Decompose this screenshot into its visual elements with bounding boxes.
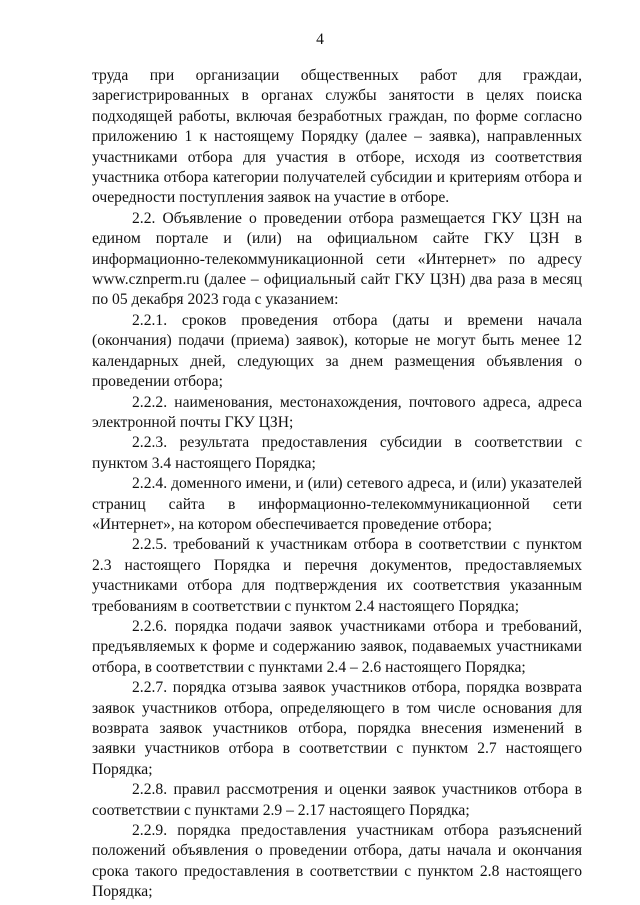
paragraph: 2.2. Объявление о проведении отбора размещается ГКУ ЦЗН на едином портале и (или) на официальном сайте ГКУ ЦЗН в информационно-телекоммуникационной сети «Интернет» по адресу www.cznperm.ru (далее – официальный сайт ГКУ ЦЗН) два раза в месяц по 05 декабря 2023 года с указанием: xyxy=(92,209,582,309)
page-number: 4 xyxy=(316,31,324,48)
paragraph: 2.2.3. результата предоставления субсидии в соответствии с пунктом 3.4 настоящего Порядка; xyxy=(92,434,582,472)
paragraph: 2.2.7. порядка отзыва заявок участников отбора, порядка возврата заявок участников отбора, определяющего в том числе основания для возврата заявок участников отбора, порядка внесения изменений в заявки участников отбора в соответствии с пунктом 2.7 настоящего Порядка; xyxy=(92,679,582,778)
paragraph: 2.2.6. порядка подачи заявок участниками отбора и требований, предъявляемых к форме и содержанию заявок, подаваемых участниками отбора, в соответствии с пунктами 2.4 – 2.6 настоящего Порядка; xyxy=(92,617,582,676)
document-body xyxy=(92,66,582,903)
paragraph: 2.2.9. порядка предоставления участникам отбора разъяснений положений объявления о проведении отбора, даты начала и окончания срока такого предоставления в соответствии с пунктом 2.8 настоящего Порядка; xyxy=(92,822,582,901)
paragraph: 2.2.2. наименования, местонахождения, почтового адреса, адреса электронной почты ГКУ ЦЗН; xyxy=(92,393,582,431)
paragraph: труда при организации общественных работ для граждаи, зарегистрированных в органах службы занятости в целях поиска подходящей работы, включая безработных граждан, по форме согласно приложению 1 к настоящему Порядку (далее – заявка), направленных участниками отбора для участия в отборе, исходя из соответствия участника отбора категории получателей субсидии и критериям отбора и очередности поступления заявок на участие в отборе. xyxy=(92,67,582,207)
paragraph: 2.2.5. требований к участникам отбора в соответствии с пунктом 2.3 настоящего Порядка и перечня документов, предоставляемых участниками отбора для подтверждения их соответствия указанным требованиям в соответствии с пунктом 2.4 настоящего Порядка; xyxy=(92,536,582,615)
paragraph: 2.2.4. доменного имени, и (или) сетевого адреса, и (или) указателей страниц сайта в информационно-телекоммуникационной сети «Интернет», на котором обеспечивается проведение отбора; xyxy=(92,475,582,533)
paragraph: 2.2.1. сроков проведения отбора (даты и времени начала (окончания) подачи (приема) заявок), которые не могут быть менее 12 календарных дней, следующих за днем размещения объявления о проведении отбора; xyxy=(92,311,582,391)
paragraph: 2.2.8. правил рассмотрения и оценки заявок участников отбора в соответствии с пунктами 2.9 – 2.17 настоящего Порядка; xyxy=(92,781,582,819)
